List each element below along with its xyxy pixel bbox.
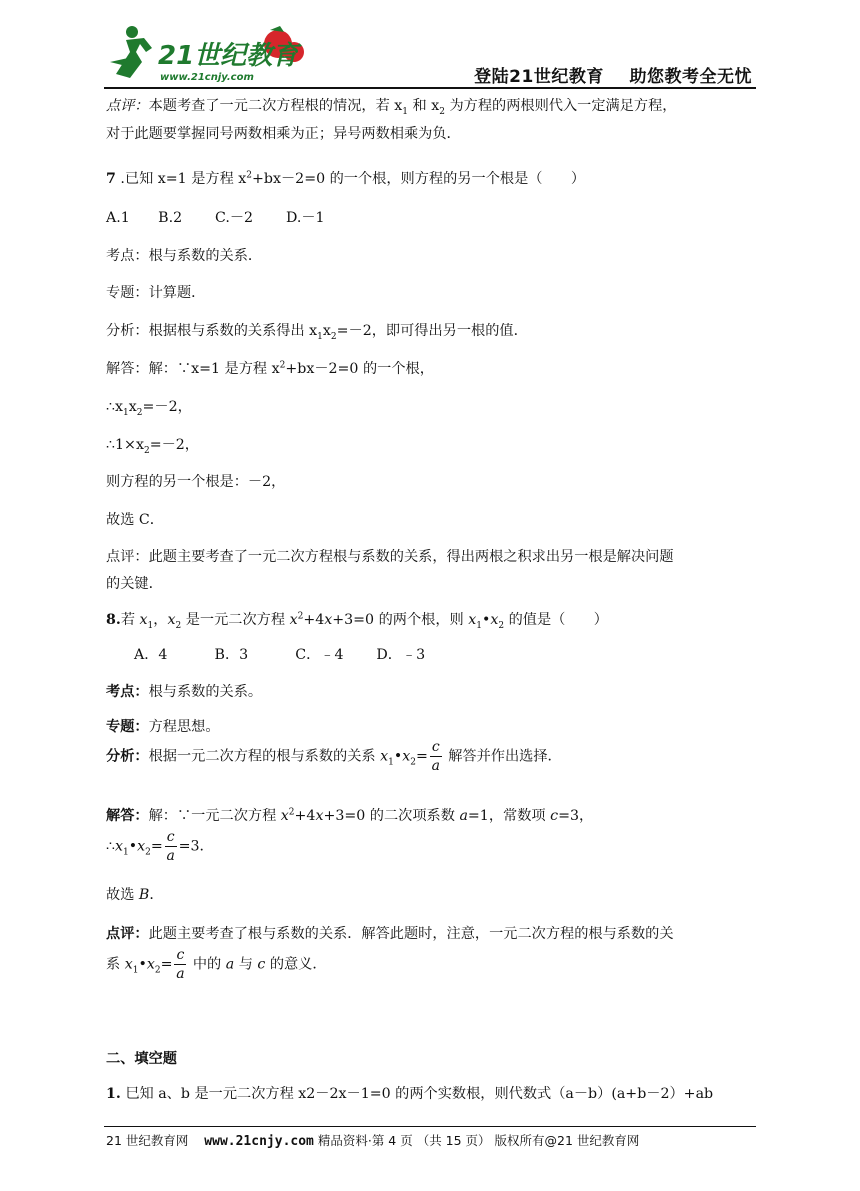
q7-fenxi: 分析：根据根与系数的关系得出 $x_1x_2=-2$，即可得出另一根的值． (106, 323, 528, 342)
q7-comment-line1: 点评：此题主要考查了一元二次方程根与系数的关系，得出两根之积求出另一根是解决问题 (106, 549, 674, 565)
q7-kaodian: 考点：根与系数的关系． (106, 248, 263, 264)
header-divider (104, 87, 756, 89)
fraction-c-over-a: $\frac{c}{a}$ (166, 829, 175, 864)
q7-step1: $\therefore x_1x_2=-2$， (106, 399, 192, 418)
q7-step2: $\therefore 1\times x_2=-2$， (106, 437, 199, 456)
q7-jieda: 解答：解：∵x=1 是方程 $x^2+bx-2=0$ 的一个根， (106, 360, 434, 377)
footer-divider (104, 1126, 756, 1127)
q6-comment-line2: 对于此题要掌握同号两数相乘为正；异号两数相乘为负． (106, 126, 461, 142)
q7-zhuanti: 专题：计算题． (106, 285, 206, 301)
q8-fenxi: 分析：根据一元二次方程的根与系数的关系 $x_1•x_2=$ $\frac{c}{a}$ 解答并作出选择． (106, 739, 562, 774)
q8-answer: 故选 B． (106, 887, 164, 903)
q7-comment-line2: 的关键． (106, 576, 163, 592)
logo-text: 21世纪教育 (158, 41, 299, 71)
q8-jieda: 解答：解：∵一元二次方程 $x^2+4x+3=0$ 的二次项系数 a=1，常数项 c=3， (106, 807, 594, 824)
page-header (0, 0, 860, 92)
section2-q1: 1. 巳知 a、b 是一元二次方程 x2－2x－1=0 的两个实数根，则代数式（a－b）(a+b－2）+ab (106, 1086, 714, 1102)
q7-answer: 故选 C． (106, 512, 164, 528)
q8-kaodian: 考点：根与系数的关系。 (106, 684, 263, 700)
footer-site-link[interactable]: www.21cnjy.com (204, 1134, 314, 1149)
q8-comment-line1: 点评：此题主要考查了根与系数的关系．解答此题时，注意，一元二次方程的根与系数的关 (106, 926, 674, 942)
fraction-c-over-a: $\frac{c}{a}$ (176, 947, 185, 982)
q7-stem: 7 .已知 x=1 是方程 $x^2+bx-2=0$ 的一个根，则方程的另一个根是（ ） (106, 170, 586, 187)
q8-options: A．4 B．3 C．﹣4 D．﹣3 (134, 647, 426, 663)
q8-result: $\therefore x_1•x_2=$ $\frac{c}{a}$ =3． (106, 829, 214, 864)
q8-stem: 8.若 $x_1$，$x_2$ 是一元二次方程 $x^2+4x+3=0$ 的两个根，则 $x_1•x_2$ 的值是（ ） (106, 611, 608, 631)
q7-step3: 则方程的另一个根是：－2， (106, 474, 286, 490)
q7-options: A.1 B.2 C.－2 D.－1 (106, 210, 325, 226)
header-slogan: 登陆21世纪教育 助您教考全无忧 (474, 67, 752, 87)
page-footer: 21 世纪教育网 www.21cnjy.com 精品资料·第 4 页 （共 15 页） 版权所有@21 世纪教育网 (106, 1133, 640, 1149)
logo-url: www.21cnjy.com (160, 72, 254, 83)
q6-comment-line1: 点评：本题考查了一元二次方程根的情况，若 $x_1$ 和 $x_2$ 为方程的两根则代入一定满足方程， (106, 98, 677, 117)
q8-comment-line2: 系 $x_1•x_2=$ $\frac{c}{a}$ 中的 a 与 c 的意义． (106, 947, 327, 982)
section-title-fill-in: 二、填空题 (106, 1051, 177, 1067)
logo-21cnjy (108, 22, 308, 84)
runner-icon (110, 26, 152, 78)
fraction-c-over-a: $\frac{c}{a}$ (431, 739, 440, 774)
q8-zhuanti: 专题：方程思想。 (106, 719, 220, 735)
